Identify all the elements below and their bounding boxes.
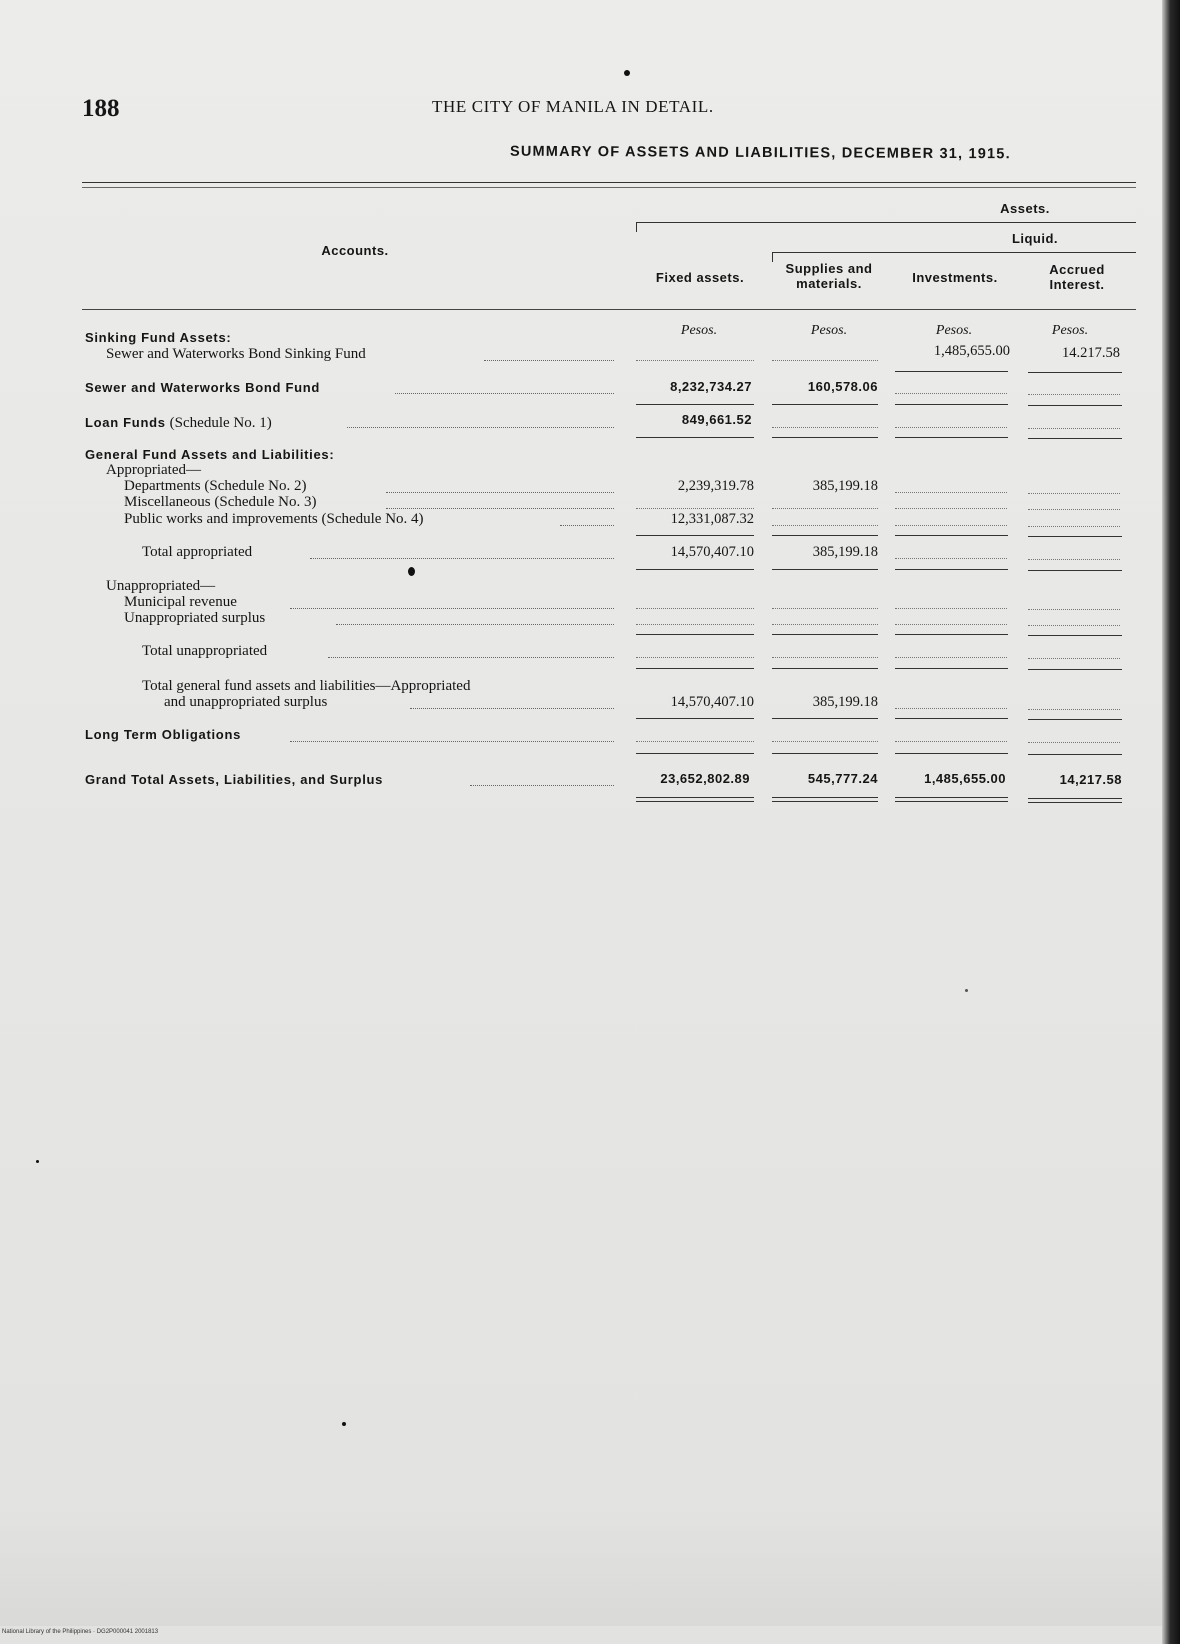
blank-fixed [636, 657, 754, 658]
blank-accrued [1028, 709, 1120, 710]
appropriated-heading: Appropriated— [106, 462, 201, 478]
blank-investments [895, 427, 1007, 428]
underline [895, 569, 1008, 570]
blank-supplies [772, 608, 878, 609]
leader [290, 608, 614, 609]
ink-speck [624, 70, 630, 76]
leader [336, 624, 614, 625]
leader [290, 741, 614, 742]
page-number: 188 [82, 95, 120, 122]
underline [636, 404, 754, 405]
section-sewer-bond-fund: Sewer and Waterworks Bond Fund [85, 380, 321, 395]
header-rule-bottom [82, 309, 1136, 310]
blank-supplies [772, 624, 878, 625]
loan-funds-schedule: (Schedule No. 1) [169, 415, 272, 431]
blank-accrued [1028, 742, 1120, 743]
ink-speck [342, 1422, 346, 1426]
underline [895, 535, 1008, 536]
blank-supplies [772, 427, 878, 428]
underline [772, 634, 878, 635]
blank-accrued [1028, 493, 1120, 494]
leader [395, 393, 614, 394]
blank-investments [895, 657, 1007, 658]
accrued-header-line1: Accrued [1049, 262, 1105, 277]
supplies-header-line2: materials. [796, 276, 862, 291]
sewer-bond-supplies: 160,578.06 [807, 379, 878, 394]
underline [1028, 754, 1122, 755]
leader [470, 785, 614, 786]
row-label-public-works: Public works and improvements (Schedule No. 4) [124, 511, 424, 527]
blank-fixed [636, 608, 754, 609]
blank-investments [895, 708, 1007, 709]
underline [1028, 405, 1122, 406]
blank-fixed [636, 508, 754, 509]
header-rule-top-2 [82, 187, 1136, 188]
blank-investments [895, 624, 1007, 625]
blank-accrued [1028, 658, 1120, 659]
fixed-assets-header: Fixed assets. [655, 270, 745, 285]
row-label-miscellaneous: Miscellaneous (Schedule No. 3) [124, 494, 317, 510]
leader [560, 525, 614, 526]
liquid-brace [772, 252, 1136, 253]
blank-fixed [636, 360, 754, 361]
leader [386, 508, 614, 509]
sewer-sinking-investments: 1,485,655.00 [933, 343, 1010, 359]
row-label-municipal-revenue: Municipal revenue [124, 594, 237, 610]
loan-funds-label: Loan Funds [85, 415, 166, 430]
blank-investments [895, 741, 1007, 742]
blank-supplies [772, 508, 878, 509]
leader [410, 708, 614, 709]
underline [636, 437, 754, 438]
leader [347, 427, 614, 428]
blank-investments [895, 558, 1007, 559]
double-underline [772, 797, 878, 802]
leader [386, 492, 614, 493]
sewer-bond-fixed: 8,232,734.27 [670, 379, 752, 394]
grand-total-accrued: 14,217.58 [1059, 772, 1122, 787]
blank-fixed [636, 624, 754, 625]
double-underline [636, 797, 754, 802]
underline [895, 437, 1008, 438]
underline [636, 753, 754, 754]
supplies-header-line1: Supplies and [785, 261, 873, 276]
grand-total-supplies: 545,777.24 [807, 771, 878, 786]
blank-investments [895, 492, 1007, 493]
grand-total-fixed: 23,652,802.89 [660, 771, 750, 786]
accounts-header: Accounts. [321, 243, 389, 258]
blank-investments [895, 508, 1007, 509]
row-loan-funds [85, 414, 272, 432]
document-title: SUMMARY OF ASSETS AND LIABILITIES, DECEMBER 31, 1915. [509, 143, 1011, 163]
underline [895, 371, 1008, 372]
row-label-total-appropriated: Total appropriated [142, 544, 253, 560]
supplies-header [770, 261, 888, 291]
underline [895, 753, 1008, 754]
row-label-unappropriated-surplus: Unappropriated surplus [124, 610, 266, 626]
underline [636, 634, 754, 635]
unit-supplies: Pesos. [810, 323, 848, 338]
blank-supplies [772, 525, 878, 526]
unappropriated-heading: Unappropriated— [106, 578, 216, 594]
double-underline [1028, 798, 1122, 803]
total-appropriated-supplies: 385,199.18 [812, 544, 878, 560]
underline [1028, 669, 1122, 670]
blank-investments [895, 393, 1007, 394]
grand-total-investments: 1,485,655.00 [924, 771, 1006, 786]
blank-accrued [1028, 428, 1120, 429]
underline [636, 668, 754, 669]
underline [1028, 372, 1122, 373]
sewer-sinking-accrued: 14.217.58 [1062, 345, 1120, 361]
underline [772, 437, 878, 438]
blank-investments [895, 525, 1007, 526]
leader [328, 657, 614, 658]
blank-accrued [1028, 394, 1120, 395]
section-general-fund: General Fund Assets and Liabilities: [85, 447, 335, 462]
underline [1028, 438, 1122, 439]
accrued-header [1028, 262, 1126, 292]
investments-header: Investments. [912, 270, 998, 285]
blank-accrued [1028, 559, 1120, 560]
underline [772, 535, 878, 536]
leader [484, 360, 614, 361]
underline [772, 404, 878, 405]
blank-supplies [772, 741, 878, 742]
departments-fixed: 2,239,319.78 [677, 478, 754, 494]
section-sinking-fund: Sinking Fund Assets: [85, 330, 232, 345]
blank-accrued [1028, 509, 1120, 510]
blank-supplies [772, 360, 878, 361]
underline [772, 569, 878, 570]
row-label-departments: Departments (Schedule No. 2) [124, 478, 307, 494]
section-grand-total: Grand Total Assets, Liabilities, and Surplus [85, 772, 384, 787]
row-label-total-unappropriated: Total unappropriated [142, 643, 268, 659]
unit-fixed: Pesos. [680, 323, 718, 338]
ink-speck [36, 1160, 39, 1163]
underline [772, 718, 878, 719]
running-head: THE CITY OF MANILA IN DETAIL. [432, 97, 714, 116]
underline [1028, 570, 1122, 571]
underline [895, 404, 1008, 405]
accrued-header-line2: Interest. [1049, 277, 1105, 292]
blank-accrued [1028, 609, 1120, 610]
double-underline [895, 797, 1008, 802]
blank-accrued [1028, 526, 1120, 527]
unit-accrued: Pesos. [1051, 323, 1089, 338]
total-appropriated-fixed: 14,570,407.10 [670, 544, 754, 560]
underline [636, 535, 754, 536]
underline [772, 753, 878, 754]
underline [895, 634, 1008, 635]
page-shadow [0, 1506, 1180, 1626]
underline [895, 718, 1008, 719]
assets-header: Assets. [1000, 201, 1050, 216]
underline [636, 718, 754, 719]
public-works-fixed: 12,331,087.32 [670, 511, 754, 527]
loan-funds-fixed: 849,661.52 [681, 412, 752, 427]
leader [310, 558, 614, 559]
blank-accrued [1028, 625, 1120, 626]
scan-footer-note: National Library of the Philippines · DG2P000041 2001813 [2, 1629, 159, 1635]
underline [636, 569, 754, 570]
liquid-header: Liquid. [1011, 231, 1059, 246]
total-general-supplies: 385,199.18 [812, 694, 878, 710]
row-label-sewer-sinking-fund: Sewer and Waterworks Bond Sinking Fund [106, 346, 366, 362]
blank-fixed [636, 741, 754, 742]
ink-speck [965, 989, 968, 992]
row-label-total-general-line2: and unappropriated surplus [164, 694, 328, 710]
departments-supplies: 385,199.18 [812, 478, 878, 494]
blank-investments [895, 608, 1007, 609]
underline [1028, 536, 1122, 537]
scan-edge [1162, 0, 1180, 1644]
total-general-fixed: 14,570,407.10 [670, 694, 754, 710]
row-label-total-general-line1: Total general fund assets and liabilities—Appropriated [142, 678, 471, 694]
header-rule-top [82, 182, 1136, 183]
blank-supplies [772, 657, 878, 658]
section-long-term: Long Term Obligations [85, 727, 242, 742]
underline [1028, 719, 1122, 720]
unit-investments: Pesos. [935, 323, 973, 338]
ink-speck [408, 567, 415, 576]
underline [1028, 635, 1122, 636]
assets-brace [636, 222, 1136, 223]
assets-brace-end [636, 222, 637, 232]
underline [772, 668, 878, 669]
underline [895, 668, 1008, 669]
